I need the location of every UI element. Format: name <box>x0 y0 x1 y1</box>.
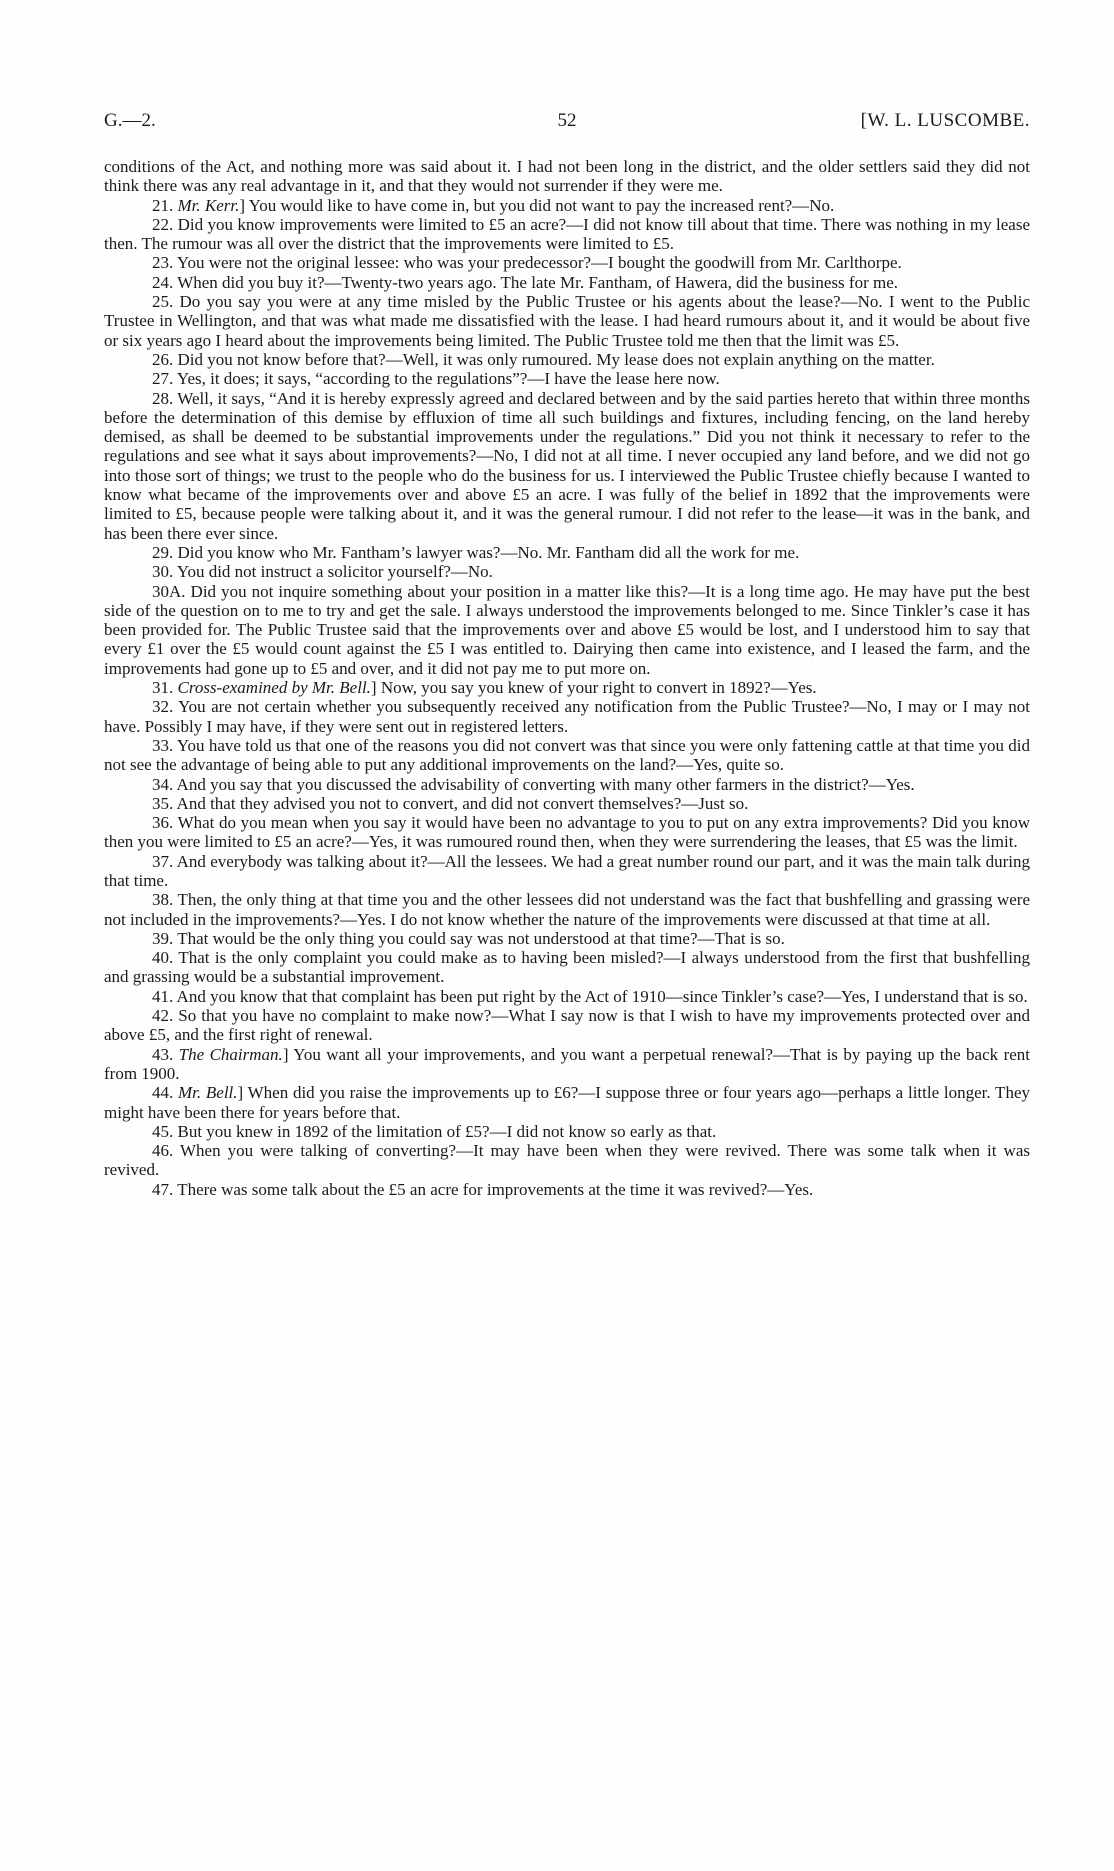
paragraph-number: 44. <box>152 1083 178 1103</box>
paragraph-q33: 33. You have told us that one of the reasons you did not convert was that since you were only fattening cattle at that time you did not see the advantage of being able to put any additional improvements on the land?—Yes, quite so. <box>104 735 1030 775</box>
paragraph-q38: 38. Then, the only thing at that time you and the other lessees did not understand was the fact that bushfelling and grassing were not included in the improvements?—Yes. I do not know whether the nature of the improvements were discussed at that time at all. <box>104 890 1030 929</box>
page-header <box>104 110 1030 140</box>
paragraph-q21 <box>104 196 1030 215</box>
header-witness-name: [W. L. LUSCOMBE. <box>860 110 1030 131</box>
paragraph-q25: 25. Do you say you were at any time misled by the Public Trustee or his agents about the lease?—No. I went to the Public Trustee in Wellington, and that was what made me dissatisfied with the lease. I had heard rumours about it, and it would be about five or six years ago I heard about the improvements being limited. The Public Trustee told me then that the limit was £5. <box>104 292 1030 350</box>
paragraph-q35: 35. And that they advised you not to convert, and did not convert themselves?—Just so. <box>152 793 749 813</box>
paragraph-number: 21. <box>152 195 178 215</box>
paragraph-q37: 37. And everybody was talking about it?—All the lessees. We had a great number round our part, and it was the main talk during that time. <box>104 851 1030 890</box>
paragraph-text: ] You would like to have come in, but you did not want to pay the increased rent?—No. <box>239 195 835 215</box>
paragraph-continuation: conditions of the Act, and nothing more was said about it. I had not been long in the district, and the older settlers said they did not think there was any real advantage in it, and that they would not surrender if they were me. <box>104 157 1030 196</box>
paragraph-q44 <box>104 1083 1030 1122</box>
paragraph-q46: 46. When you were talking of converting?—It may have been when they were revived. There was some talk when it was revived. <box>104 1141 1030 1180</box>
paragraph-q41: 41. And you know that that complaint has been put right by the Act of 1910—since Tinkler’s case?—Yes, I understand that is so. <box>152 986 1028 1006</box>
paragraph-text: ] Now, you say you knew of your right to convert in 1892?—Yes. <box>370 678 817 698</box>
paragraph-number: 31. <box>152 678 178 698</box>
paragraph-q26: 26. Did you not know before that?—Well, it was only rumoured. My lease does not explain anything on the matter. <box>152 349 935 369</box>
paragraph-q47: 47. There was some talk about the £5 an acre for improvements at the time it was revived?—Yes. <box>152 1179 814 1199</box>
speaker-name: Cross-examined by Mr. Bell. <box>177 678 371 698</box>
paragraph-q29: 29. Did you know who Mr. Fantham’s lawyer was?—No. Mr. Fantham did all the work for me. <box>152 542 800 562</box>
paragraph-q24: 24. When did you buy it?—Twenty-two years ago. The late Mr. Fantham, of Hawera, did the business for me. <box>152 272 899 292</box>
paragraph-q22: 22. Did you know improvements were limited to £5 an acre?—I did not know till about that time. There was nothing in my lease then. The rumour was all over the district that the improvements were limited to £5. <box>104 214 1030 254</box>
paragraph-q43 <box>104 1045 1030 1084</box>
paragraph-q36: 36. What do you mean when you say it would have been no advantage to you to put on any extra improvements? Did you know then you were limited to £5 an acre?—Yes, it was rumoured round then, when they were surrendering the leases, that £5 was the limit. <box>104 813 1030 852</box>
paragraph-q28: 28. Well, it says, “And it is hereby expressly agreed and declared between and by the said parties hereto that within three months before the determination of this demise by effluxion of time all such buildings and fixtures, including fencing, on the land hereby demised, as shall be deemed to be substantial improvements under the regulations.” Did you not think it necessary to refer to the regulations and see what it says about improvements?—No, I did not at all time. I never occupied any land before, and we did not go into those sort of things; we trust to the people who do the business for us. I interviewed the Public Trustee chiefly because I wanted to know what became of the improvements over and above £5 an acre. I was fully of the belief in 1892 that the improvements were limited to £5, because people were talking about it, and it was the general rumour. I did not refer to the lease—it was in the bank, and has been there ever since. <box>104 388 1030 543</box>
paragraph-q30a: 30A. Did you not inquire something about your position in a matter like this?—It is a long time ago. He may have put the best side of the question on to me to try and get the sale. I always understood the improvements belonged to me. Since Tinkler’s case it has been provided for. The Public Trustee said that the improvements over and above £5 would be lost, and I understood him to say that every £1 over the £5 would count against the £5 I was entitled to. Dairying then came into existence, and I leased the farm, and the improvements had gone up to £5 and over, and it did not pay me to put more on. <box>104 581 1030 678</box>
paragraph-q31 <box>104 678 1030 697</box>
paragraph-q30: 30. You did not instruct a solicitor yourself?—No. <box>152 562 493 582</box>
speaker-name: Mr. Bell. <box>178 1083 238 1103</box>
paragraph-q42: 42. So that you have no complaint to make now?—What I say now is that I wish to have my improvements protected over and above £5, and the first right of renewal. <box>104 1006 1030 1045</box>
header-page-number: 52 <box>557 110 577 131</box>
speaker-name: Mr. Kerr. <box>177 195 240 215</box>
paragraph-q34: 34. And you say that you discussed the advisability of converting with many other farmers in the district?—Yes. <box>152 774 915 794</box>
paragraph-q45: 45. But you knew in 1892 of the limitation of £5?—I did not know so early as that. <box>152 1121 717 1141</box>
paragraph-q32: 32. You are not certain whether you subsequently received any notification from the Public Trustee?—No, I may or I may not have. Possibly I may have, if they were sent out in registered letters. <box>104 697 1030 736</box>
body-text <box>104 157 1030 1199</box>
paragraph-number: 43. <box>152 1044 179 1064</box>
paragraph-text: ] You want all your improvements, and you want a perpetual renewal?—That is by paying up the back rent from 1900. <box>104 1044 1030 1083</box>
paragraph-q23: 23. You were not the original lessee: who was your predecessor?—I bought the goodwill from Mr. Carlthorpe. <box>152 253 902 273</box>
paragraph-q27: 27. Yes, it does; it says, “according to the regulations”?—I have the lease here now. <box>152 369 720 389</box>
header-section-code: G.—2. <box>104 110 156 131</box>
speaker-name: The Chairman. <box>178 1044 283 1064</box>
paragraph-q39: 39. That would be the only thing you could say was not understood at that time?—That is so. <box>152 928 785 948</box>
paragraph-text: ] When did you raise the improvements up to £6?—I suppose three or four years ago—perhaps a little longer. They might have been there for years before that. <box>104 1083 1030 1122</box>
paragraph-q40: 40. That is the only complaint you could make as to having been misled?—I always understood from the first that bushfelling and grassing would be a substantial improvement. <box>104 948 1030 987</box>
